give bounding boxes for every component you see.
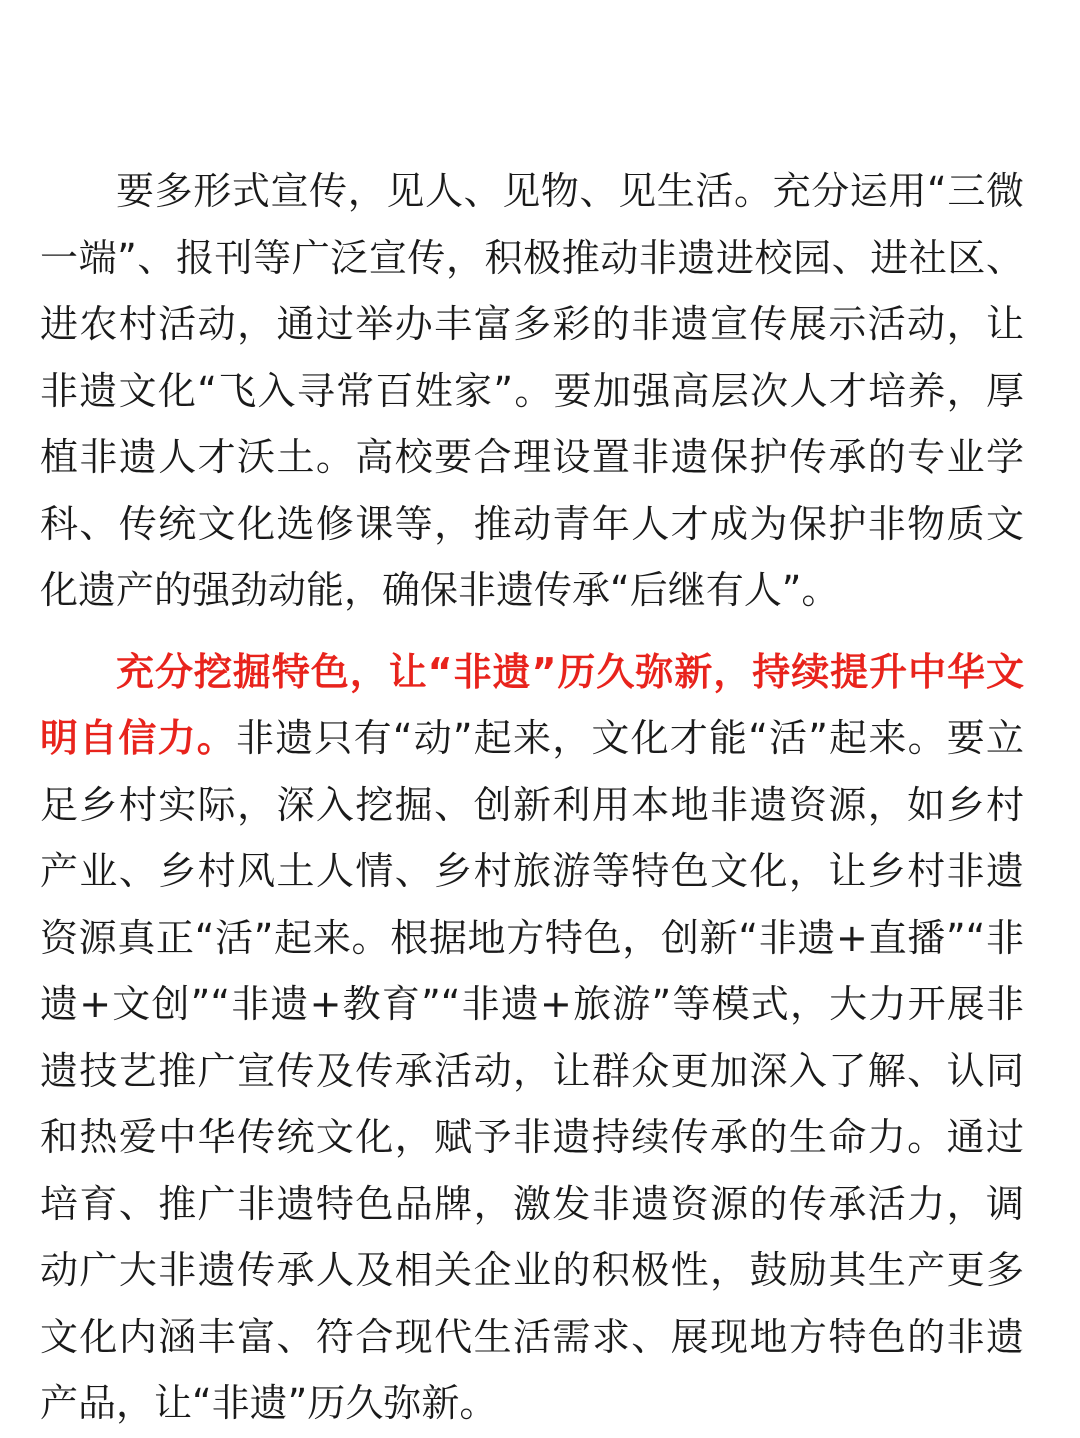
paragraph-heritage-features — [40, 639, 1024, 1437]
paragraph-headline: 充分挖掘特色，让“非遗”历久弥新，持续提升中华文明自信力。 — [40, 649, 1024, 760]
paragraph-talent-promotion: 要多形式宣传，见人、见物、见生活。充分运用“三微一端”、报刊等广泛宣传，积极推动非遗进校园、进社区、进农村活动，通过举办丰富多彩的非遗宣传展示活动，让非遗文化“飞入寻常百姓家”。要加强高层次人才培养，厚植非遗人才沃土。高校要合理设置非遗保护传承的专业学科、传统文化选修课等，推动青年人才成为保护非物质文化遗产的强劲动能，确保非遗传承“后继有人”。 — [40, 169, 1024, 612]
article-body — [40, 158, 1024, 1437]
paragraph-body-text: 非遗只有“动”起来，文化才能“活”起来。要立足乡村实际，深入挖掘、创新利用本地非遗资源，如乡村产业、乡村风土人情、乡村旅游等特色文化，让乡村非遗资源真正“活”起来。根据地方特色，创新“非遗+直播”“非遗+文创”“非遗+教育”“非遗+旅游”等模式，大力开展非遗技艺推广宣传及传承活动，让群众更加深入了解、认同和热爱中华传统文化，赋予非遗持续传承的生命力。通过培育、推广非遗特色品牌，激发非遗资源的传承活力，调动广大非遗传承人及相关企业的积极性，鼓励其生产更多文化内涵丰富、符合现代生活需求、展现地方特色的非遗产品，让“非遗”历久弥新。 — [40, 716, 1024, 1425]
